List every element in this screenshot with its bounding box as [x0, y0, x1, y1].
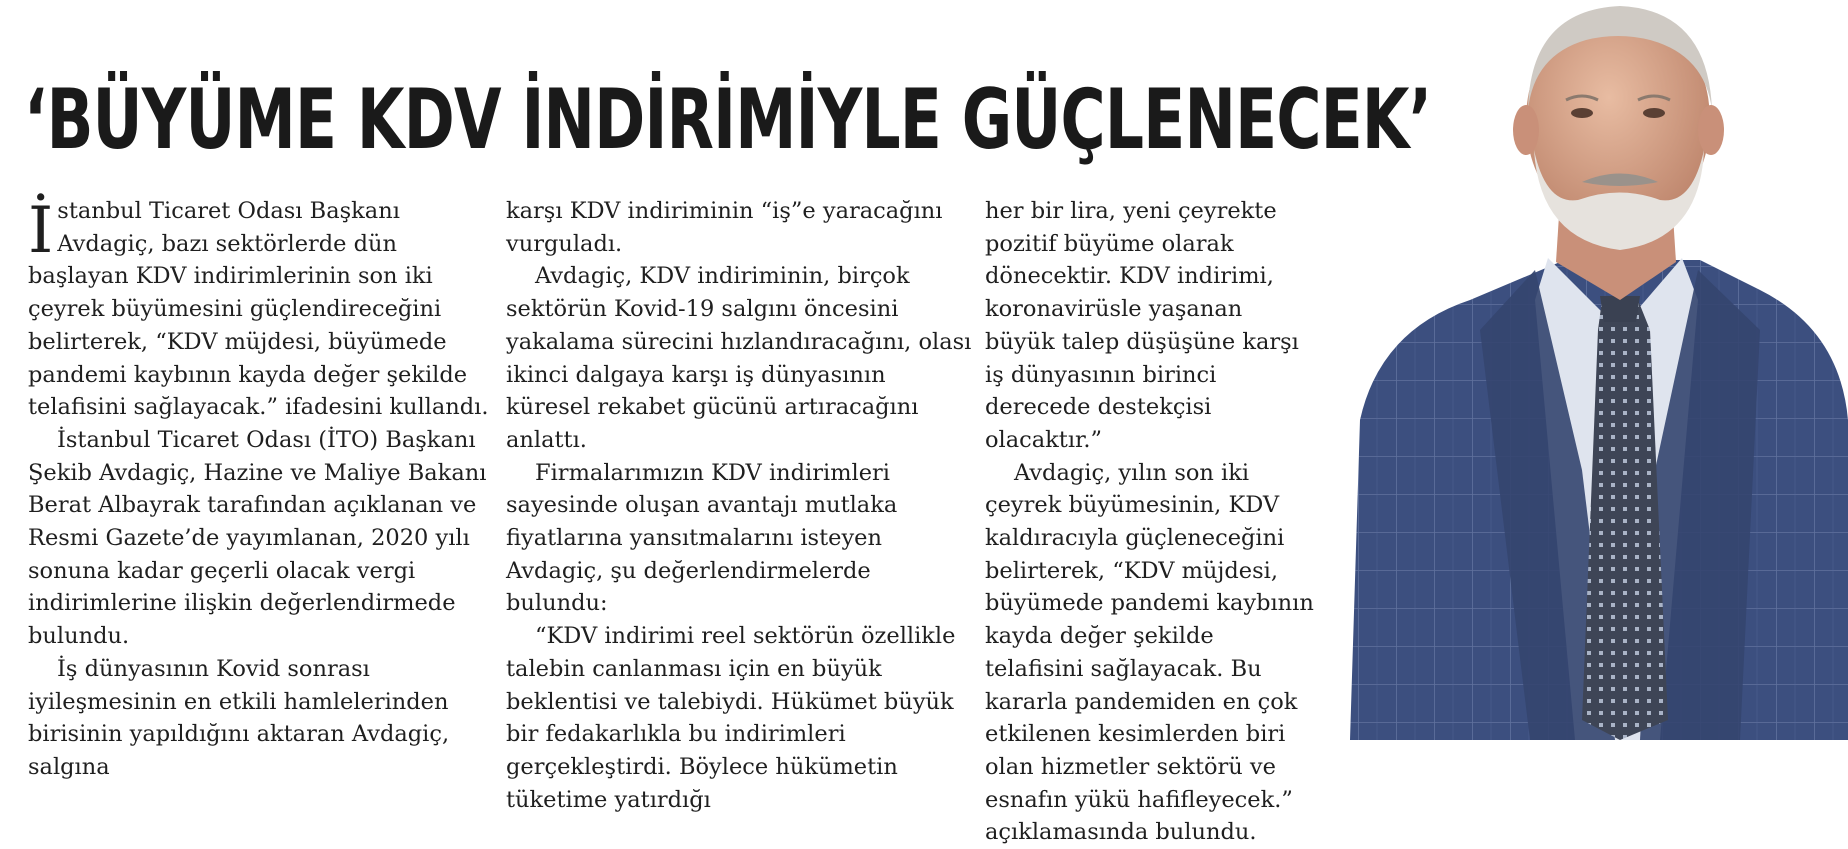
- paragraph: İş dünyasının Kovid sonrası iyileşmesinin en etkili hamlelerinden birisinin yapıldığını aktaran Avdagiç, salgına: [28, 655, 450, 780]
- paragraph: karşı KDV indiriminin “iş”e yaracağını vurguladı.: [506, 198, 943, 257]
- article-column-3: [985, 195, 1315, 849]
- paragraph: Avdagiç, yılın son iki çeyrek büyümesinin, KDV kaldıracıyla güçleneceğini belirterek, “KDV müjdesi, büyümede pandemi kaybının kayda değer şekilde telafisini sağlayacak. Bu kararla pandemiden en çok etkilenen kesimlerden biri olan hizmetler sektörü ve esnafın yükü hafifleyecek.” açıklamasında bulundu.: [985, 459, 1314, 846]
- paragraph-text: stanbul Ticaret Odası Başkanı Avdagiç, bazı sektörlerde dün başlayan KDV indirimlerinin son iki çeyrek büyümesini güçlendireceğini belirterek, “KDV müjdesi, büyümede pandemi kaybının kayda değer şekilde telafisini sağlayacak.” ifadesini kullandı.: [28, 198, 489, 421]
- drop-cap: İ: [28, 194, 54, 268]
- paragraph: “KDV indirimi reel sektörün özellikle talebin canlanması için en büyük beklentisi ve talebiydi. Hükümet büyük bir fedakarlıkla bu indirimleri gerçekleştirdi. Böylece hükümetin tüketime yatırdığı: [506, 623, 956, 813]
- lead-paragraph: [28, 195, 498, 424]
- paragraph: Firmalarımızın KDV indirimleri sayesinde oluşan avantajı mutlaka fiyatlarına yansıtmalarını isteyen Avdagiç, şu değerlendirmelerde bulundu:: [506, 459, 898, 617]
- portrait-photo: [1320, 0, 1848, 740]
- paragraph: her bir lira, yeni çeyrekte pozitif büyüme olarak dönecektir. KDV indirimi, koronavirüsle yaşanan büyük talep düşüşüne karşı iş dünyasının birinci derecede destekçisi olacaktır.”: [985, 198, 1299, 453]
- article-column-1: [28, 195, 498, 784]
- paragraph: Avdagiç, KDV indiriminin, birçok sektörün Kovid-19 salgını öncesini yakalama sürecini hızlandıracağını, olası ikinci dalgaya karşı iş dünyasının küresel rekabet gücünü artıracağını anlattı.: [506, 263, 972, 453]
- headline: ‘BÜYÜME KDV İNDİRİMİYLE GÜÇLENECEK’: [24, 71, 1432, 168]
- paragraph: İstanbul Ticaret Odası (İTO) Başkanı Şekib Avdagiç, Hazine ve Maliye Bakanı Berat Albayrak tarafından açıklanan ve Resmi Gazete’de yayımlanan, 2020 yılı sonuna kadar geçerli olacak vergi indirimlerine ilişkin değerlendirmede bulundu.: [28, 426, 487, 650]
- article-column-2: [506, 195, 976, 816]
